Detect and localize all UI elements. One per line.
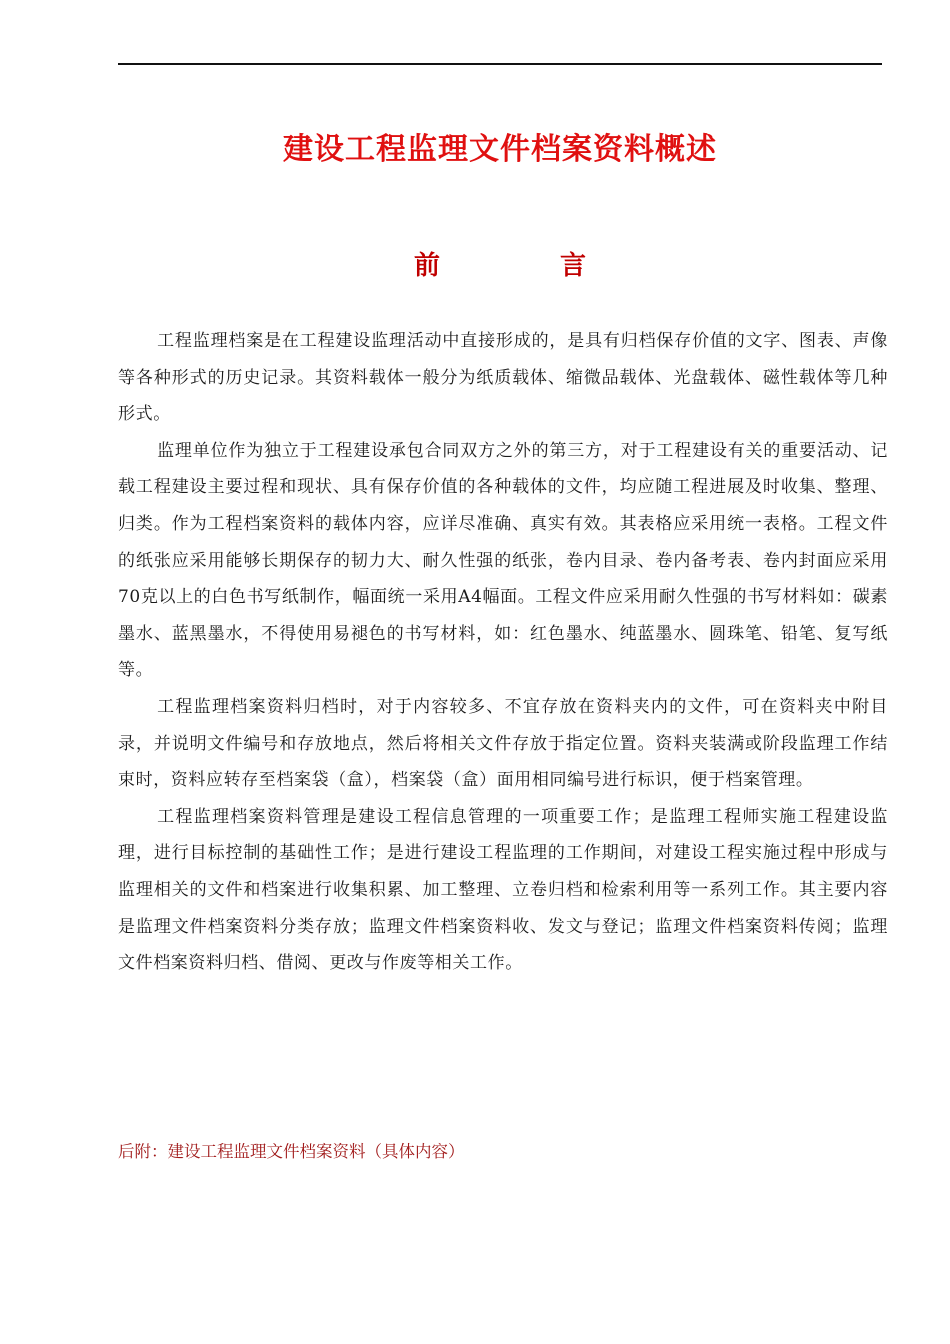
appendix-note: 后附：建设工程监理文件档案资料（具体内容） — [118, 1142, 465, 1161]
preface-heading — [0, 246, 950, 286]
preface-heading-left: 前 — [413, 251, 440, 281]
document-title: 建设工程监理文件档案资料概述 — [283, 132, 717, 167]
paragraph-1: 工程监理档案是在工程建设监理活动中直接形成的，是具有归档保存价值的文字、图表、声像等各种形式的历史记录。其资料载体一般分为纸质载体、缩微品载体、光盘载体、磁性载体等几种形式。 — [118, 331, 888, 425]
paragraph-4: 工程监理档案资料管理是建设工程信息管理的一项重要工作；是监理工程师实施工程建设监理，进行目标控制的基础性工作；是进行建设工程监理的工作期间，对建设工程实施过程中形成与监理相关的文件和档案进行收集积累、加工整理、立卷归档和检索利用等一系列工作。其主要内容是监理文件档案资料分类存放；监理文件档案资料收、发文与登记；监理文件档案资料传阅；监理文件档案资料归档、借阅、更改与作废等相关工作。 — [118, 806, 888, 974]
paragraph-3: 工程监理档案资料归档时，对于内容较多、不宜存放在资料夹内的文件，可在资料夹中附目录，并说明文件编号和存放地点，然后将相关文件存放于指定位置。资料夹装满或阶段监理工作结束时，资料应转存至档案袋（盒），档案袋（盒）面用相同编号进行标识，便于档案管理。 — [118, 696, 888, 791]
preface-heading-right: 言 — [560, 251, 587, 281]
header-rule — [118, 63, 882, 65]
preface-body — [118, 323, 888, 982]
paragraph-2: 监理单位作为独立于工程建设承包合同双方之外的第三方，对于工程建设有关的重要活动、记载工程建设主要过程和现状、具有保存价值的各种载体的文件，均应随工程进展及时收集、整理、归类。作为工程档案资料的载体内容，应详尽准确、真实有效。其表格应采用统一表格。工程文件的纸张应采用能够长期保存的韧力大、耐久性强的纸张，卷内目录、卷内备考表、卷内封面应采用70克以上的白色书写纸制作，幅面统一采用A4幅面。工程文件应采用耐久性强的书写材料如：碳素墨水、蓝黑墨水，不得使用易褪色的书写材料，如：红色墨水、纯蓝墨水、圆珠笔、铅笔、复写纸等。 — [118, 440, 888, 681]
